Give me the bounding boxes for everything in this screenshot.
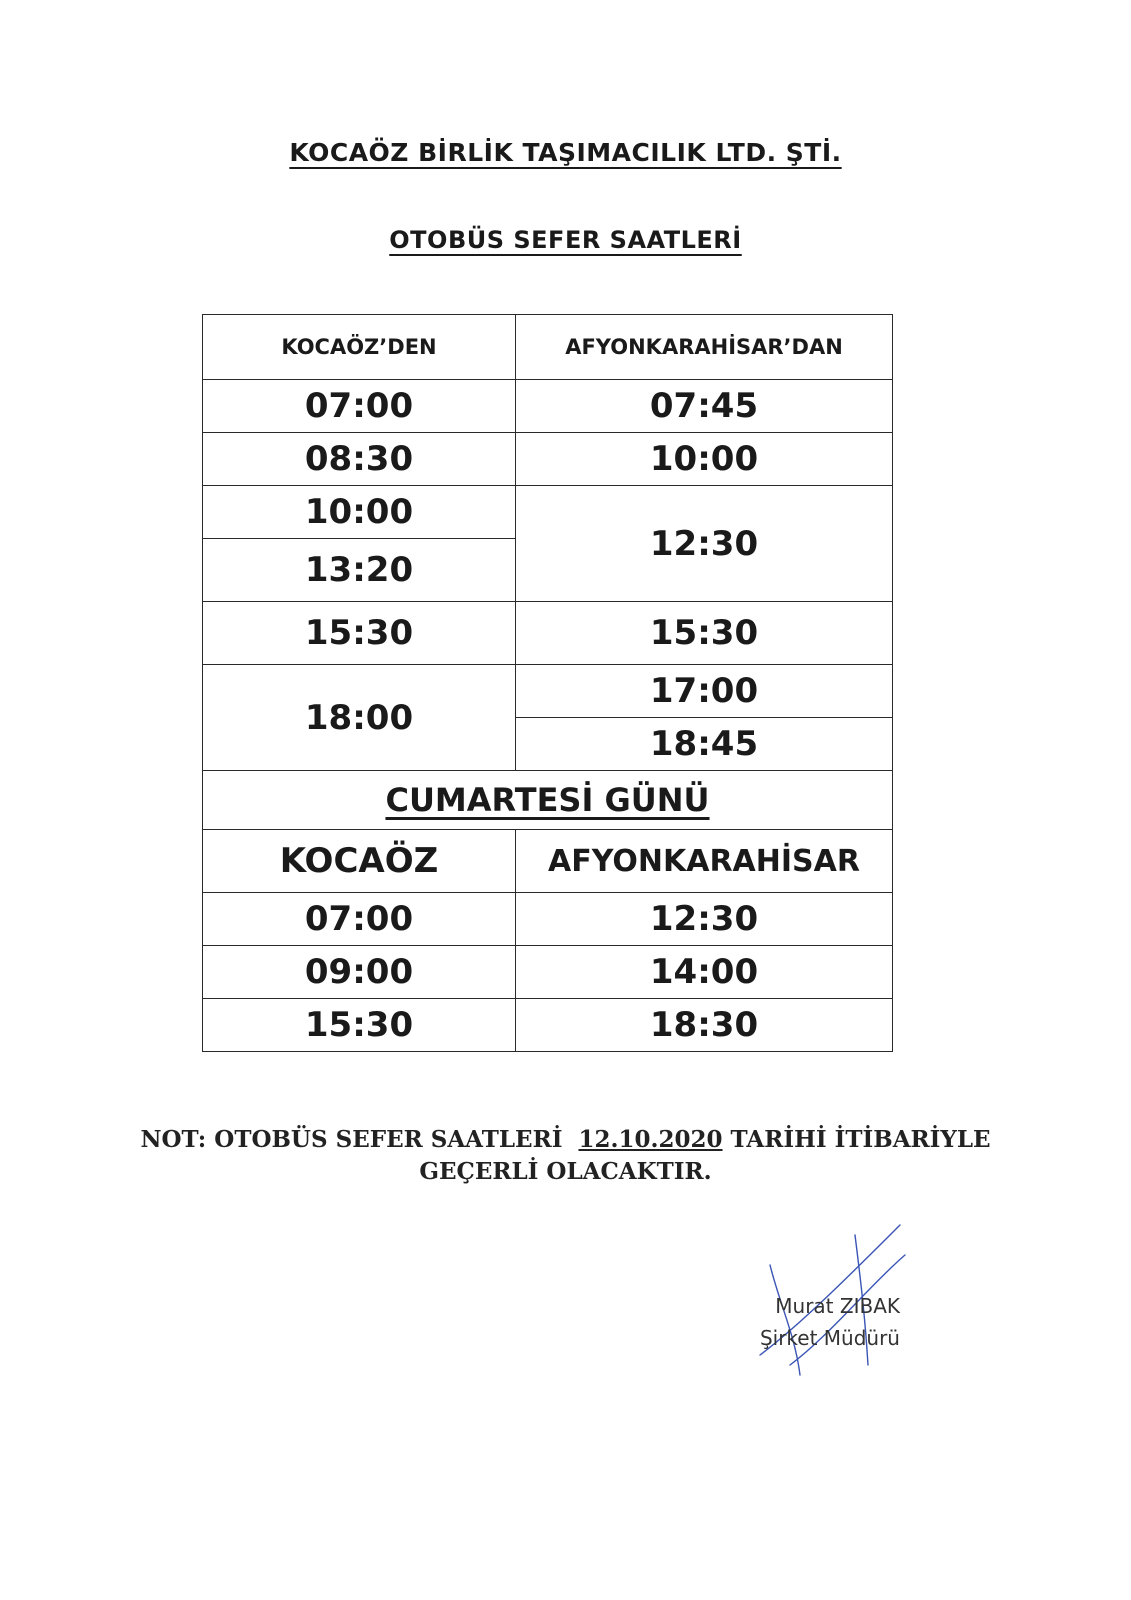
table-row	[203, 433, 893, 486]
kocaoz-time: 08:30	[203, 433, 516, 486]
saturday-afyon-time: 14:00	[516, 946, 893, 999]
saturday-afyon-time: 18:30	[516, 999, 893, 1052]
saturday-header-row	[203, 830, 893, 893]
signatory-title: Şirket Müdürü	[759, 1326, 900, 1350]
company-title-text: KOCAÖZ BİRLİK TAŞIMACILIK LTD. ŞTİ.	[289, 138, 842, 167]
afyon-time: 12:30	[516, 486, 893, 602]
saturday-header-afyon: AFYONKARAHİSAR	[516, 830, 893, 893]
afyon-time: 07:45	[516, 380, 893, 433]
subtitle-text: OTOBÜS SEFER SAATLERİ	[389, 226, 742, 254]
note-suffix: TARİHİ İTİBARİYLE	[730, 1126, 991, 1153]
signatory-name: Murat ZIBAK	[775, 1294, 900, 1318]
kocaoz-time: 18:00	[203, 665, 516, 771]
kocaoz-time: 13:20	[203, 539, 516, 602]
note-line-1	[0, 1124, 1131, 1156]
saturday-kocaoz-time: 07:00	[203, 893, 516, 946]
document-subtitle	[0, 226, 1131, 254]
signature-block	[700, 1290, 900, 1354]
table-row	[203, 999, 893, 1052]
kocaoz-time: 15:30	[203, 602, 516, 665]
saturday-afyon-time: 12:30	[516, 893, 893, 946]
note-date: 12.10.2020	[578, 1126, 723, 1153]
kocaoz-time: 07:00	[203, 380, 516, 433]
afyon-time: 18:45	[516, 718, 893, 771]
saturday-kocaoz-time: 09:00	[203, 946, 516, 999]
header-afyon: AFYONKARAHİSAR’DAN	[516, 315, 893, 380]
saturday-title	[203, 771, 893, 830]
table-row	[203, 602, 893, 665]
table-row	[203, 893, 893, 946]
saturday-title-row	[203, 771, 893, 830]
saturday-header-kocaoz: KOCAÖZ	[203, 830, 516, 893]
company-title	[0, 138, 1131, 167]
header-kocaoz: KOCAÖZ’DEN	[203, 315, 516, 380]
note-line-2: GEÇERLİ OLACAKTIR.	[419, 1158, 712, 1185]
saturday-title-text: CUMARTESİ GÜNÜ	[385, 781, 710, 819]
validity-note	[0, 1124, 1131, 1188]
saturday-kocaoz-time: 15:30	[203, 999, 516, 1052]
table-row	[203, 665, 893, 718]
note-prefix: NOT: OTOBÜS SEFER SAATLERİ	[140, 1126, 563, 1153]
afyon-time: 10:00	[516, 433, 893, 486]
kocaoz-time: 10:00	[203, 486, 516, 539]
table-row	[203, 486, 893, 539]
afyon-time: 17:00	[516, 665, 893, 718]
table-row	[203, 380, 893, 433]
weekday-header-row	[203, 315, 893, 380]
schedule-table	[202, 314, 893, 1052]
afyon-time: 15:30	[516, 602, 893, 665]
table-row	[203, 946, 893, 999]
